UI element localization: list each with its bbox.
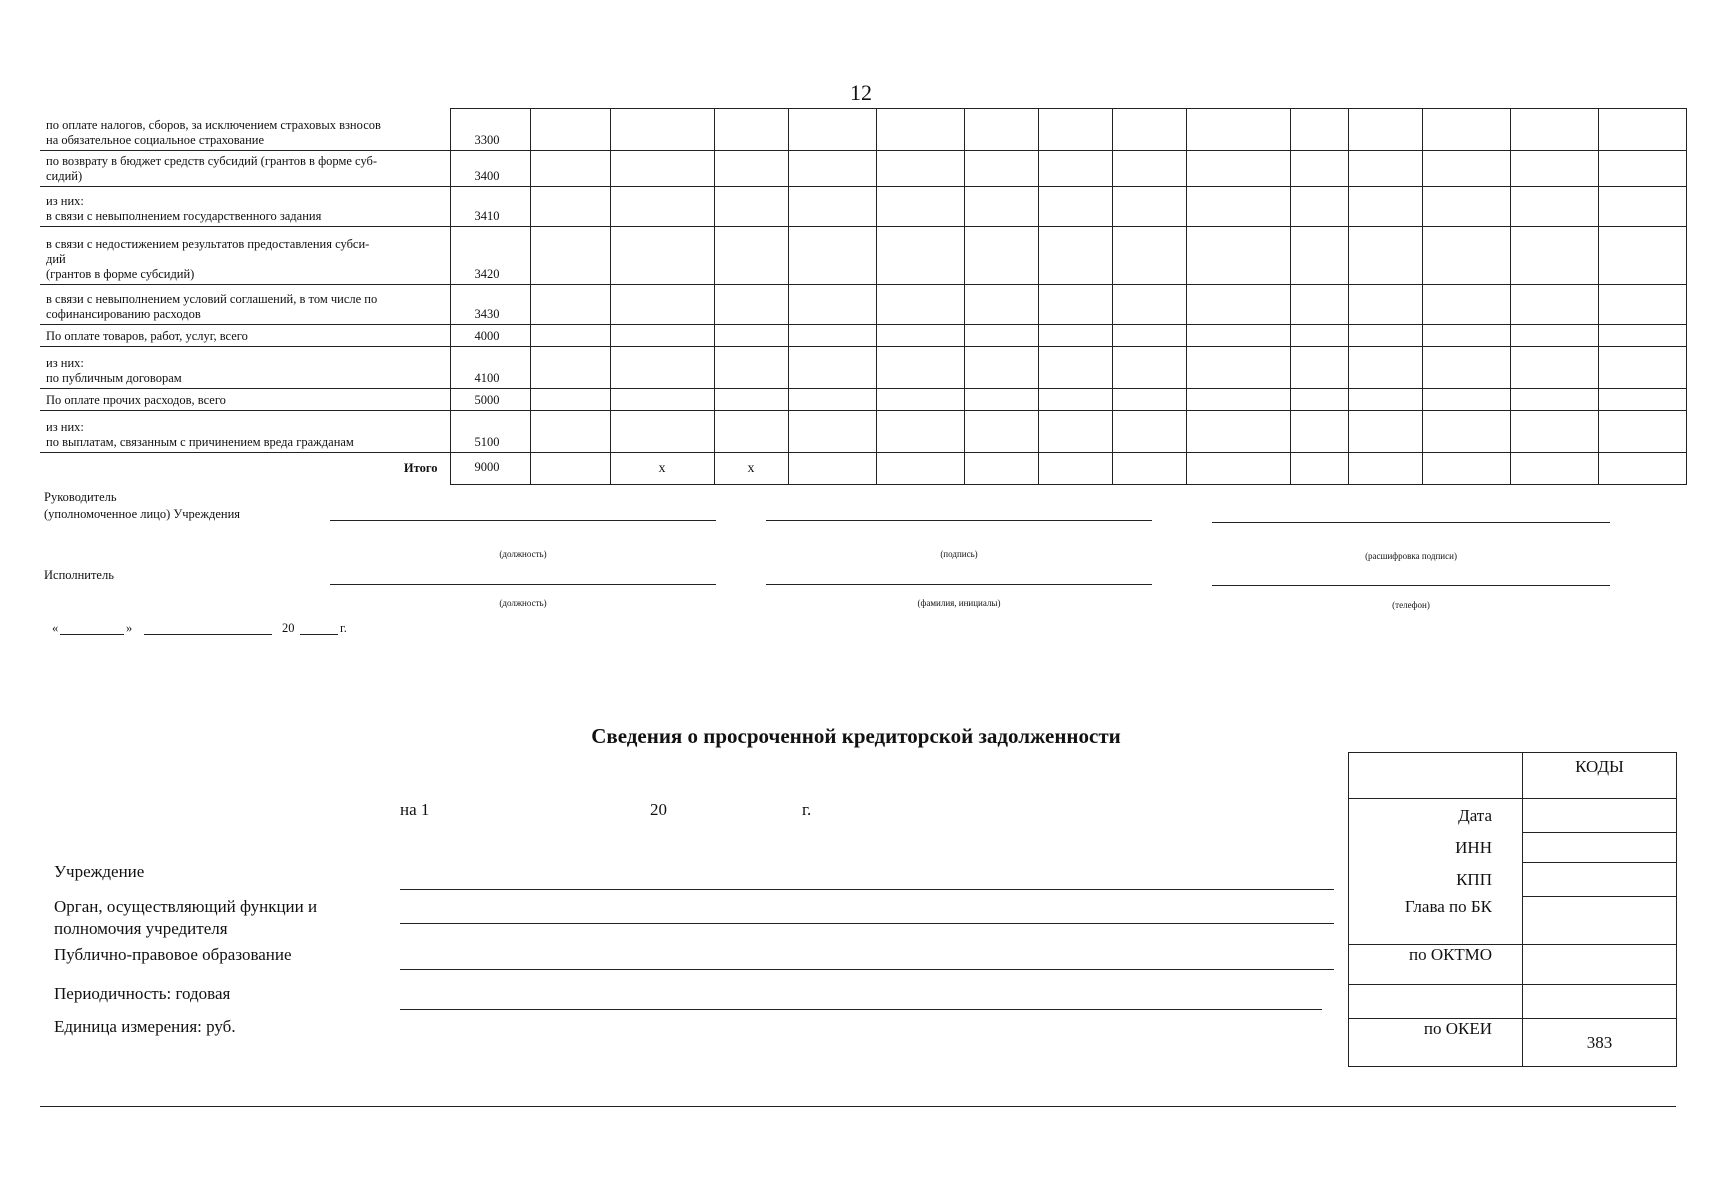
codes-date-label: Дата bbox=[1349, 799, 1523, 833]
table-row bbox=[40, 227, 1686, 285]
table-cell[interactable] bbox=[1112, 285, 1186, 325]
table-cell[interactable] bbox=[1038, 187, 1112, 227]
row-label bbox=[40, 285, 450, 325]
date-prefix: на 1 bbox=[400, 800, 430, 819]
table-cell[interactable] bbox=[1186, 325, 1290, 347]
row-label bbox=[40, 187, 450, 227]
row-label-line: из них: bbox=[46, 420, 84, 434]
table-cell[interactable] bbox=[964, 347, 1038, 389]
row-label bbox=[40, 389, 450, 411]
row-code: 3400 bbox=[450, 151, 530, 187]
table-cell[interactable] bbox=[788, 453, 876, 485]
table-cell[interactable] bbox=[1422, 227, 1510, 285]
table-cell[interactable] bbox=[1422, 453, 1510, 485]
table-cell[interactable] bbox=[1348, 453, 1422, 485]
table-cell[interactable] bbox=[788, 285, 876, 325]
head-signature-line[interactable] bbox=[766, 520, 1152, 521]
periodicity-label: Периодичность: годовая bbox=[54, 984, 231, 1003]
page-number: 12 bbox=[850, 80, 872, 105]
founder-field[interactable] bbox=[400, 923, 1334, 924]
table-cell[interactable] bbox=[876, 389, 964, 411]
table-cell[interactable] bbox=[964, 325, 1038, 347]
table-cell[interactable] bbox=[788, 109, 876, 151]
row-label bbox=[40, 227, 450, 285]
codes-inn-value[interactable] bbox=[1523, 833, 1677, 863]
table-cell[interactable] bbox=[1186, 151, 1290, 187]
table-cell[interactable] bbox=[1186, 411, 1290, 453]
table-cell[interactable] bbox=[964, 285, 1038, 325]
row-code: 4000 bbox=[450, 325, 530, 347]
executor-label: Исполнитель bbox=[44, 568, 114, 582]
table-row bbox=[40, 389, 1686, 411]
table-cell[interactable] bbox=[1510, 285, 1598, 325]
row-label bbox=[40, 325, 450, 347]
table-cell[interactable] bbox=[1348, 411, 1422, 453]
table-cell[interactable] bbox=[1290, 187, 1348, 227]
table-row bbox=[40, 347, 1686, 389]
table-cell[interactable] bbox=[788, 187, 876, 227]
row-label-line: по публичным договорам bbox=[46, 371, 182, 385]
table-cell[interactable] bbox=[788, 411, 876, 453]
table-cell[interactable] bbox=[876, 453, 964, 485]
row-label-line: в связи с недостижением результатов предоставления субси- bbox=[46, 237, 370, 251]
table-cell[interactable] bbox=[1112, 389, 1186, 411]
row-label bbox=[40, 151, 450, 187]
row-label-line: из них: bbox=[46, 356, 84, 370]
head-label-line1: Руководитель bbox=[44, 490, 117, 504]
table-cell[interactable] bbox=[1112, 227, 1186, 285]
executor-position-line[interactable] bbox=[330, 584, 716, 585]
table-cell[interactable] bbox=[1112, 109, 1186, 151]
table-cell[interactable] bbox=[714, 109, 788, 151]
date-year: 20 bbox=[650, 800, 667, 819]
table-cell[interactable] bbox=[1290, 285, 1348, 325]
payments-table bbox=[40, 108, 1687, 485]
table-cell[interactable] bbox=[1186, 389, 1290, 411]
table-cell[interactable] bbox=[530, 151, 610, 187]
row-code: 3300 bbox=[450, 109, 530, 151]
table-cell[interactable] bbox=[1510, 187, 1598, 227]
codes-corner bbox=[1349, 753, 1523, 799]
table-cell[interactable] bbox=[1112, 187, 1186, 227]
table-cell[interactable] bbox=[1186, 453, 1290, 485]
table-cell[interactable] bbox=[530, 109, 610, 151]
table-cell[interactable] bbox=[1598, 227, 1686, 285]
table-cell[interactable] bbox=[1510, 151, 1598, 187]
table-cell[interactable] bbox=[1510, 109, 1598, 151]
founder-label-line1: Орган, осуществляющий функции и bbox=[54, 897, 318, 916]
table-cell[interactable] bbox=[610, 227, 714, 285]
table-cell[interactable] bbox=[1290, 325, 1348, 347]
date-open-quote: « bbox=[52, 621, 59, 635]
table-cell[interactable] bbox=[530, 187, 610, 227]
table-cell[interactable] bbox=[1598, 109, 1686, 151]
codes-oktmo-label: по ОКТМО bbox=[1349, 945, 1523, 985]
row-label bbox=[40, 347, 450, 389]
codes-glava-value[interactable] bbox=[1523, 897, 1677, 945]
executor-phone-line[interactable] bbox=[1212, 585, 1610, 586]
codes-kpp-value[interactable] bbox=[1523, 863, 1677, 897]
table-cell[interactable] bbox=[1598, 389, 1686, 411]
table-cell[interactable] bbox=[1290, 453, 1348, 485]
caption-phone: (телефон) bbox=[1392, 600, 1430, 610]
table-row bbox=[40, 187, 1686, 227]
table-cell[interactable] bbox=[1598, 285, 1686, 325]
table-cell[interactable] bbox=[714, 389, 788, 411]
table-cell[interactable] bbox=[1112, 347, 1186, 389]
table-cell[interactable] bbox=[1290, 411, 1348, 453]
table-cell[interactable] bbox=[1422, 347, 1510, 389]
table-cell[interactable] bbox=[876, 187, 964, 227]
date-month-line[interactable] bbox=[144, 634, 272, 635]
table-cell[interactable] bbox=[1348, 347, 1422, 389]
table-cell[interactable] bbox=[1038, 151, 1112, 187]
table-cell[interactable] bbox=[964, 389, 1038, 411]
table-cell[interactable] bbox=[1422, 187, 1510, 227]
table-cell[interactable] bbox=[1038, 227, 1112, 285]
table-cell[interactable] bbox=[876, 347, 964, 389]
table-cell[interactable] bbox=[1510, 389, 1598, 411]
table-cell[interactable] bbox=[1038, 411, 1112, 453]
table-cell[interactable] bbox=[1112, 325, 1186, 347]
row-label-line: по возврату в бюджет средств субсидий (грантов в форме суб- bbox=[46, 154, 378, 168]
caption-decoding: (расшифровка подписи) bbox=[1365, 551, 1457, 561]
row-label bbox=[40, 411, 450, 453]
caption-position-2: (должность) bbox=[499, 598, 547, 608]
table-cell[interactable] bbox=[876, 151, 964, 187]
table-cell[interactable] bbox=[1038, 109, 1112, 151]
table-cell[interactable] bbox=[1422, 411, 1510, 453]
codes-inn-label: ИНН bbox=[1349, 833, 1523, 863]
codes-blank-value[interactable] bbox=[1523, 985, 1677, 1019]
table-cell[interactable] bbox=[1290, 389, 1348, 411]
table-cell[interactable] bbox=[788, 227, 876, 285]
total-x-mark: x bbox=[610, 453, 714, 485]
table-cell[interactable] bbox=[1598, 411, 1686, 453]
institution-label: Учреждение bbox=[54, 862, 145, 881]
total-row bbox=[40, 453, 1686, 485]
codes-table bbox=[1348, 752, 1677, 1067]
periodicity-field[interactable] bbox=[400, 1009, 1322, 1010]
caption-name: (фамилия, инициалы) bbox=[917, 598, 1001, 608]
table-cell[interactable] bbox=[788, 389, 876, 411]
table-cell[interactable] bbox=[714, 347, 788, 389]
table-cell[interactable] bbox=[610, 325, 714, 347]
table-cell[interactable] bbox=[876, 285, 964, 325]
codes-kpp-label: КПП bbox=[1349, 863, 1523, 897]
table-cell[interactable] bbox=[964, 151, 1038, 187]
table-cell[interactable] bbox=[1598, 187, 1686, 227]
total-x-mark: x bbox=[714, 453, 788, 485]
table-cell[interactable] bbox=[610, 411, 714, 453]
table-cell[interactable] bbox=[610, 389, 714, 411]
table-cell[interactable] bbox=[714, 411, 788, 453]
table-cell[interactable] bbox=[610, 109, 714, 151]
date-year-prefix: 20 bbox=[282, 621, 295, 635]
table-cell[interactable] bbox=[1038, 389, 1112, 411]
table-cell[interactable] bbox=[1038, 453, 1112, 485]
table-cell[interactable] bbox=[1348, 187, 1422, 227]
row-code: 3410 bbox=[450, 187, 530, 227]
row-code: 3420 bbox=[450, 227, 530, 285]
table-cell[interactable] bbox=[876, 109, 964, 151]
table-cell[interactable] bbox=[1112, 151, 1186, 187]
table-cell[interactable] bbox=[1422, 325, 1510, 347]
date-close-quote: » bbox=[126, 621, 133, 635]
institution-field[interactable] bbox=[400, 889, 1334, 890]
row-label-line: дий bbox=[46, 252, 66, 266]
codes-okei-label: по ОКЕИ bbox=[1349, 1019, 1523, 1067]
table-cell[interactable] bbox=[1348, 325, 1422, 347]
table-cell[interactable] bbox=[1422, 151, 1510, 187]
table-cell[interactable] bbox=[1598, 453, 1686, 485]
table-row bbox=[40, 325, 1686, 347]
row-label-line: по выплатам, связанным с причинением вреда гражданам bbox=[46, 435, 354, 449]
row-label-line: По оплате товаров, работ, услуг, всего bbox=[46, 329, 248, 343]
table-cell[interactable] bbox=[1290, 347, 1348, 389]
row-label-line: в связи с невыполнением условий соглашений, в том числе по bbox=[46, 292, 378, 306]
table-cell[interactable] bbox=[1598, 151, 1686, 187]
codes-blank-label bbox=[1349, 985, 1523, 1019]
public-entity-label: Публично-правовое образование bbox=[54, 945, 292, 964]
table-cell[interactable] bbox=[530, 347, 610, 389]
table-cell[interactable] bbox=[714, 227, 788, 285]
row-code: 5100 bbox=[450, 411, 530, 453]
table-cell[interactable] bbox=[1186, 227, 1290, 285]
table-cell[interactable] bbox=[788, 347, 876, 389]
total-code: 9000 bbox=[450, 453, 530, 485]
table-cell[interactable] bbox=[1290, 109, 1348, 151]
table-cell[interactable] bbox=[1422, 109, 1510, 151]
table-cell[interactable] bbox=[530, 325, 610, 347]
table-cell[interactable] bbox=[1348, 227, 1422, 285]
table-cell[interactable] bbox=[1186, 109, 1290, 151]
date-day-line[interactable] bbox=[60, 634, 124, 635]
table-cell[interactable] bbox=[1598, 347, 1686, 389]
table-cell[interactable] bbox=[1348, 285, 1422, 325]
table-cell[interactable] bbox=[530, 285, 610, 325]
table-cell[interactable] bbox=[1038, 325, 1112, 347]
executor-name-line[interactable] bbox=[766, 584, 1152, 585]
table-cell[interactable] bbox=[1348, 151, 1422, 187]
table-cell[interactable] bbox=[1510, 227, 1598, 285]
table-cell[interactable] bbox=[610, 187, 714, 227]
table-row bbox=[40, 151, 1686, 187]
table-cell[interactable] bbox=[876, 227, 964, 285]
unit-label: Единица измерения: руб. bbox=[54, 1017, 236, 1036]
founder-label-line2: полномочия учредителя bbox=[54, 919, 228, 938]
table-cell[interactable] bbox=[1422, 285, 1510, 325]
row-code: 4100 bbox=[450, 347, 530, 389]
date-year-line[interactable] bbox=[300, 634, 338, 635]
table-cell[interactable] bbox=[1186, 187, 1290, 227]
row-code: 5000 bbox=[450, 389, 530, 411]
table-cell[interactable] bbox=[610, 285, 714, 325]
row-label-line: (грантов в форме субсидий) bbox=[46, 267, 195, 281]
table-cell[interactable] bbox=[964, 109, 1038, 151]
date-suffix: г. bbox=[802, 800, 812, 819]
caption-position: (должность) bbox=[499, 549, 547, 559]
row-label-line: По оплате прочих расходов, всего bbox=[46, 393, 226, 407]
table-cell[interactable] bbox=[714, 187, 788, 227]
table-cell[interactable] bbox=[714, 151, 788, 187]
table-cell[interactable] bbox=[876, 325, 964, 347]
row-label-line: софинансированию расходов bbox=[46, 307, 201, 321]
table-row bbox=[40, 109, 1686, 151]
codes-date-value[interactable] bbox=[1523, 799, 1677, 833]
bottom-rule bbox=[40, 1106, 1676, 1107]
table-cell[interactable] bbox=[1510, 453, 1598, 485]
table-cell[interactable] bbox=[876, 411, 964, 453]
table-cell[interactable] bbox=[1510, 325, 1598, 347]
table-cell[interactable] bbox=[1038, 285, 1112, 325]
caption-signature: (подпись) bbox=[940, 549, 978, 559]
codes-okei-value: 383 bbox=[1523, 1019, 1677, 1067]
codes-oktmo-value[interactable] bbox=[1523, 945, 1677, 985]
table-cell[interactable] bbox=[788, 151, 876, 187]
table-cell[interactable] bbox=[1112, 453, 1186, 485]
table-cell[interactable] bbox=[1348, 109, 1422, 151]
table-row bbox=[40, 285, 1686, 325]
row-label-line: на обязательное социальное страхование bbox=[46, 133, 265, 147]
row-label-line: из них: bbox=[46, 194, 84, 208]
table-cell[interactable] bbox=[530, 453, 610, 485]
head-label-line2: (уполномоченное лицо) Учреждения bbox=[44, 507, 241, 521]
table-cell[interactable] bbox=[530, 411, 610, 453]
table-cell[interactable] bbox=[1348, 389, 1422, 411]
table-cell[interactable] bbox=[964, 227, 1038, 285]
row-label-line: сидий) bbox=[46, 169, 83, 183]
table-cell[interactable] bbox=[1186, 347, 1290, 389]
total-label: Итого bbox=[403, 461, 438, 476]
codes-glava-label: Глава по БК bbox=[1349, 897, 1523, 945]
table-cell[interactable] bbox=[964, 187, 1038, 227]
table-cell[interactable] bbox=[530, 227, 610, 285]
table-cell[interactable] bbox=[1598, 325, 1686, 347]
table-cell[interactable] bbox=[1186, 285, 1290, 325]
table-cell[interactable] bbox=[714, 285, 788, 325]
table-cell[interactable] bbox=[1510, 347, 1598, 389]
date-year-suffix: г. bbox=[340, 621, 347, 635]
table-cell[interactable] bbox=[714, 325, 788, 347]
table-cell[interactable] bbox=[530, 389, 610, 411]
row-label-line: по оплате налогов, сборов, за исключением страховых взносов bbox=[46, 118, 381, 132]
table-cell[interactable] bbox=[964, 453, 1038, 485]
table-cell[interactable] bbox=[1290, 151, 1348, 187]
table-cell[interactable] bbox=[1038, 347, 1112, 389]
table-cell[interactable] bbox=[1422, 389, 1510, 411]
table-cell[interactable] bbox=[610, 151, 714, 187]
table-cell[interactable] bbox=[964, 411, 1038, 453]
table-cell[interactable] bbox=[788, 325, 876, 347]
table-row bbox=[40, 411, 1686, 453]
head-position-line[interactable] bbox=[330, 520, 716, 521]
public-entity-field[interactable] bbox=[400, 969, 1334, 970]
row-label bbox=[40, 109, 450, 151]
table-cell[interactable] bbox=[1510, 411, 1598, 453]
form-title: Сведения о просроченной кредиторской задолженности bbox=[591, 724, 1121, 748]
table-cell[interactable] bbox=[1112, 411, 1186, 453]
codes-header: КОДЫ bbox=[1523, 753, 1677, 799]
row-label-line: в связи с невыполнением государственного задания bbox=[46, 209, 322, 223]
row-code: 3430 bbox=[450, 285, 530, 325]
table-cell[interactable] bbox=[610, 347, 714, 389]
table-cell[interactable] bbox=[1290, 227, 1348, 285]
head-decoding-line[interactable] bbox=[1212, 522, 1610, 523]
